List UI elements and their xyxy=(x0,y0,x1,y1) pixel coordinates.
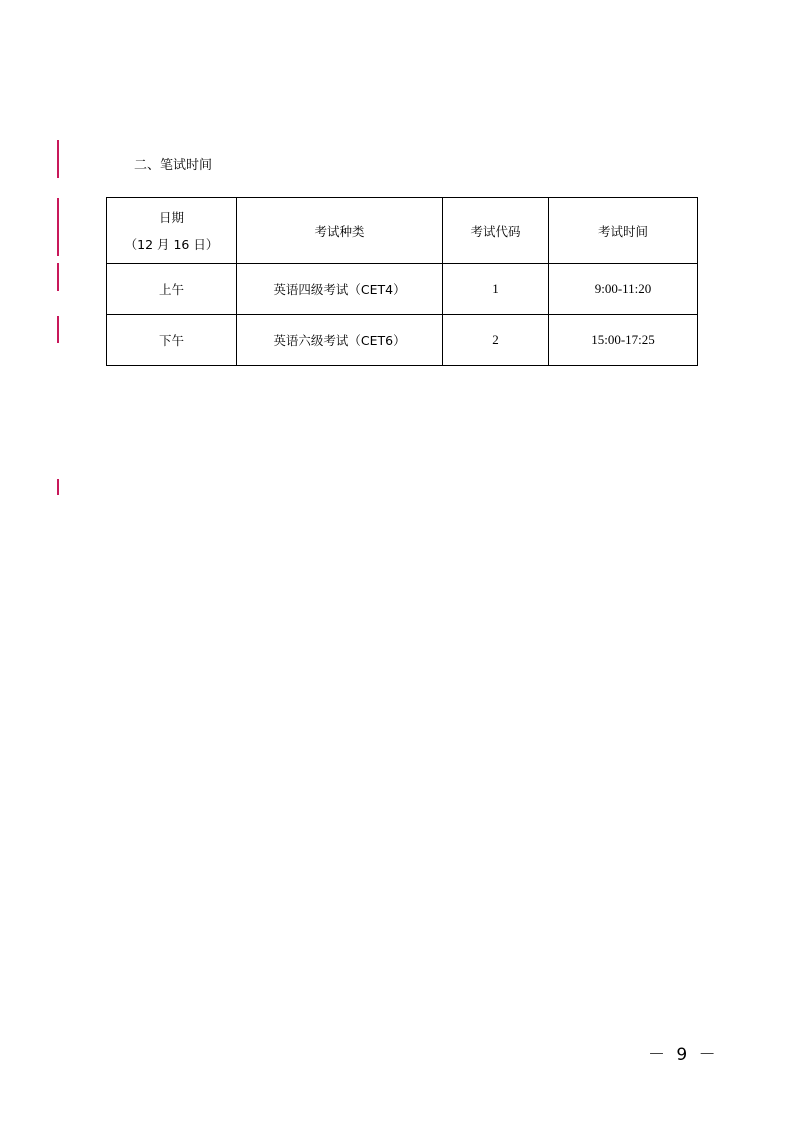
period-cell: 上午 xyxy=(107,264,237,315)
table-header-row xyxy=(107,198,698,264)
exam-name-cell: 英语四级考试（CET4） xyxy=(237,264,443,315)
section-heading: 二、笔试时间 xyxy=(134,158,213,173)
date-header-cell xyxy=(107,198,237,264)
revision-change-bar xyxy=(57,316,59,343)
table-row xyxy=(107,264,698,315)
date-header-note: （12 月 16 日） xyxy=(124,236,219,252)
table-row xyxy=(107,315,698,366)
exam-code-header: 考试代码 xyxy=(443,198,549,264)
exam-type-header: 考试种类 xyxy=(237,198,443,264)
revision-change-bar xyxy=(57,263,59,291)
date-header-label: 日期 xyxy=(158,209,184,225)
exam-code-cell: 1 xyxy=(443,264,549,315)
page-number: － 9 － xyxy=(648,1045,719,1065)
exam-schedule-table xyxy=(106,197,698,366)
revision-change-bar xyxy=(57,198,59,256)
exam-time-cell: 9:00-11:20 xyxy=(549,264,698,315)
exam-code-cell: 2 xyxy=(443,315,549,366)
revision-change-bar xyxy=(57,479,59,495)
period-cell: 下午 xyxy=(107,315,237,366)
revision-change-bar xyxy=(57,140,59,178)
exam-time-cell: 15:00-17:25 xyxy=(549,315,698,366)
exam-name-cell: 英语六级考试（CET6） xyxy=(237,315,443,366)
exam-time-header: 考试时间 xyxy=(549,198,698,264)
